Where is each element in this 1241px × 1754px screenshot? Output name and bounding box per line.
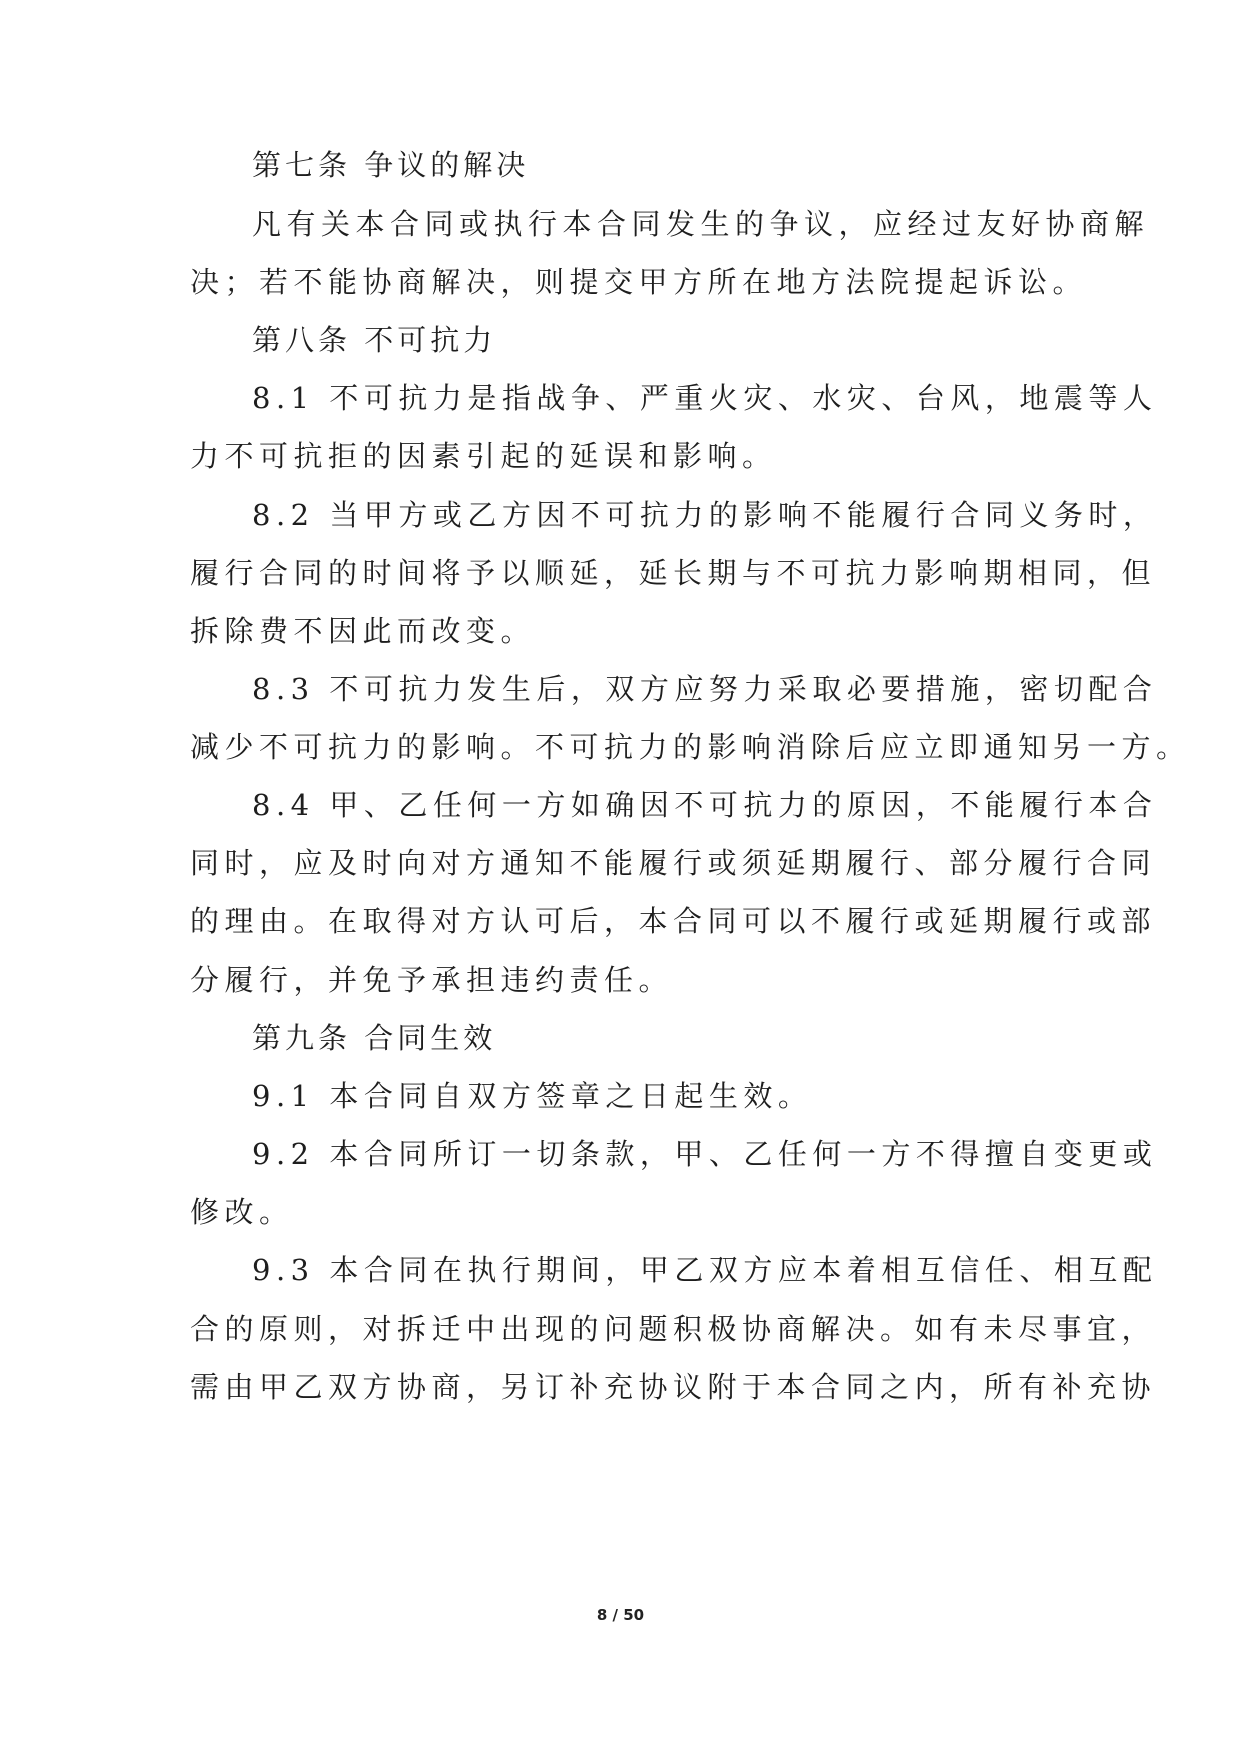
article-7-heading: 第七条 争议的解决 (252, 148, 530, 182)
paragraph-line: 减少不可抗力的影响。不可抗力的影响消除后应立即通知另一方。 (190, 730, 1191, 764)
paragraph-line: 决；若不能协商解决，则提交甲方所在地方法院提起诉讼。 (190, 265, 1088, 299)
article-9-heading: 第九条 合同生效 (252, 1021, 497, 1055)
paragraph-line: 9.2 本合同所订一切条款，甲、乙任何一方不得擅自变更或 (252, 1137, 1158, 1171)
paragraph-line: 凡有关本合同或执行本合同发生的争议，应经过友好协商解 (252, 207, 1150, 241)
paragraph-line: 9.1 本合同自双方签章之日起生效。 (252, 1079, 813, 1113)
paragraph-line: 的理由。在取得对方认可后，本合同可以不履行或延期履行或部 (190, 904, 1157, 938)
paragraph-line: 8.1 不可抗力是指战争、严重火灾、水灾、台风，地震等人 (252, 381, 1158, 415)
page-number: 8 / 50 (596, 1606, 645, 1624)
paragraph-line: 8.3 不可抗力发生后，双方应努力采取必要措施，密切配合 (252, 672, 1158, 706)
paragraph-line: 履行合同的时间将予以顺延，延长期与不可抗力影响期相同，但 (190, 556, 1157, 590)
paragraph-line: 修改。 (190, 1195, 294, 1229)
paragraph-line: 8.4 甲、乙任何一方如确因不可抗力的原因，不能履行本合 (252, 788, 1158, 822)
paragraph-line: 力不可抗拒的因素引起的延误和影响。 (190, 439, 777, 473)
paragraph-line: 同时，应及时向对方通知不能履行或须延期履行、部分履行合同 (190, 846, 1157, 880)
paragraph-line: 拆除费不因此而改变。 (190, 614, 536, 648)
page-footer (0, 1606, 1241, 1624)
paragraph-line: 需由甲乙双方协商，另订补充协议附于本合同之内，所有补充协 (190, 1370, 1157, 1404)
paragraph-line: 分履行，并免予承担违约责任。 (190, 963, 674, 997)
paragraph-line: 合的原则，对拆迁中出现的问题积极协商解决。如有未尽事宜， (190, 1312, 1157, 1346)
paragraph-line: 9.3 本合同在执行期间，甲乙双方应本着相互信任、相互配 (252, 1253, 1158, 1287)
paragraph-line: 8.2 当甲方或乙方因不可抗力的影响不能履行合同义务时， (252, 498, 1158, 532)
article-8-heading: 第八条 不可抗力 (252, 323, 497, 357)
